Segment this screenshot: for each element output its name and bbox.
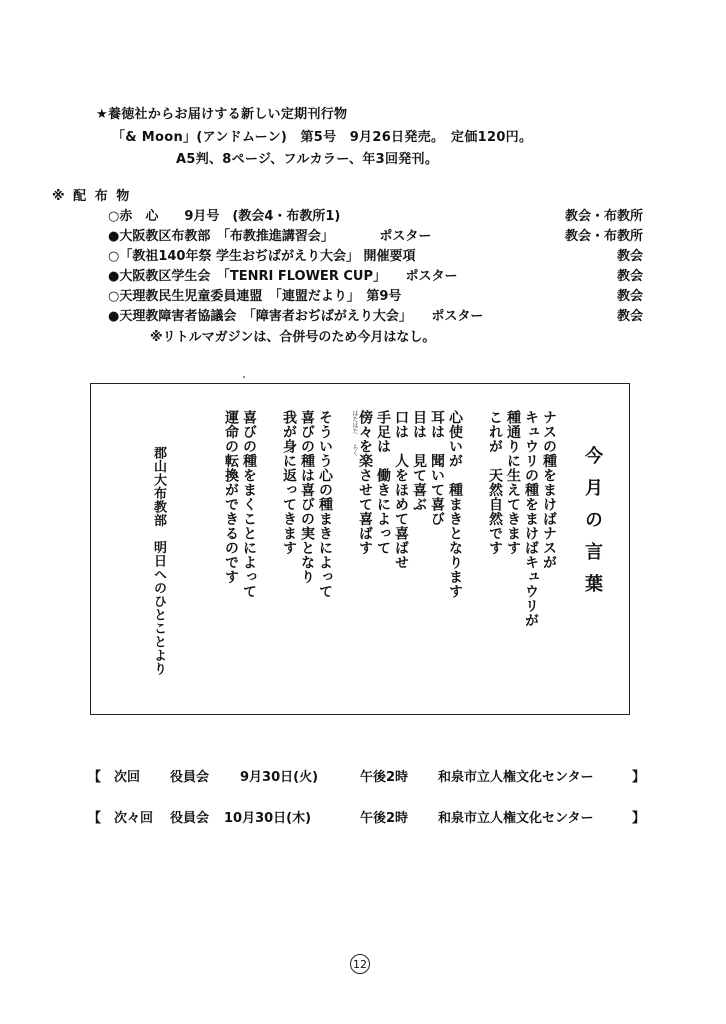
stray-mark: [243, 376, 245, 378]
page-number: 12: [350, 954, 370, 974]
words-line: 口は 人をほめて喜ばせ: [393, 410, 409, 570]
distribution-item: [108, 285, 643, 304]
ruby-raku: らく: [351, 444, 358, 456]
meeting-place: 和泉市立人権文化センター: [438, 770, 594, 785]
ruby-hata: はたはた: [351, 410, 358, 434]
distribution-note: ※リトルマガジンは、合併号のため今月はなし。: [150, 330, 436, 345]
distribution-item-text: ○「教祖140年祭 学生おぢばがえり大会」 開催要項: [108, 249, 416, 264]
publication-line-1: 「& Moon」(アンドムーン) 第5号 9月26日発売。 定価120円。: [112, 130, 533, 145]
words-line: 種通りに生えてきます: [505, 410, 521, 555]
meeting-label: 次々回: [114, 811, 154, 826]
distribution-item-text: ●天理教障害者協議会 「障害者おぢばがえり大会」 ポスター: [108, 309, 484, 324]
publication-line-2: A5判、8ページ、フルカラー、年3回発刊。: [176, 152, 439, 167]
distribution-item-dest: 教会・布教所: [564, 209, 643, 224]
distribution-item: [108, 265, 643, 284]
publication-heading: ★養徳社からお届けする新しい定期刊行物: [96, 107, 348, 122]
meeting-date: 10月30日(木): [224, 811, 312, 826]
bracket-close: 】: [632, 811, 646, 826]
distribution-item-text: ○天理教民生児童委員連盟 「連盟だより」 第9号: [108, 289, 402, 304]
words-line: キュウリの種をまけばキュウリが: [523, 410, 539, 628]
meeting-label: 次回: [114, 770, 141, 785]
meeting-name: 役員会: [170, 811, 210, 826]
words-line: 我が身に返ってきます: [281, 410, 297, 555]
meeting-place: 和泉市立人権文化センター: [438, 811, 594, 826]
words-line: これが 天然自然です: [487, 410, 503, 555]
bracket-open: 【: [88, 811, 102, 826]
distribution-item-text: ○赤 心 9月号 (教会4・布教所1): [108, 209, 341, 224]
distribution-item-dest: 教会・布教所: [564, 229, 643, 244]
words-line: 心使いが 種まきとなります: [447, 410, 463, 599]
words-title: 今月の言葉: [582, 446, 603, 606]
distribution-item-dest: 教会: [616, 309, 643, 324]
bracket-open: 【: [88, 770, 102, 785]
words-of-month-box: [90, 383, 630, 715]
distribution-item-text: ●大阪教区布教部 「布教推進講習会」 ポスター: [108, 229, 432, 244]
words-line: そういう心の種まきによって: [317, 410, 333, 599]
meeting-time: 午後2時: [360, 770, 409, 785]
distribution-item: [108, 225, 643, 244]
distribution-item-dest: 教会: [616, 269, 643, 284]
words-line: 運命の転換ができるのです: [223, 410, 239, 584]
meeting-time: 午後2時: [360, 811, 409, 826]
distribution-item-dest: 教会: [616, 289, 643, 304]
distribution-heading: ※ 配 布 物: [52, 189, 132, 204]
words-line: 喜びの種は喜びの実となり: [299, 410, 315, 584]
distribution-item-dest: 教会: [616, 249, 643, 264]
meeting-name: 役員会: [170, 770, 210, 785]
distribution-item: [108, 305, 643, 324]
words-line: 喜びの種をまくことによって: [241, 410, 257, 599]
distribution-item: [108, 245, 643, 264]
words-source: 郡山大布教部 明日へのひとことより: [151, 446, 166, 676]
words-line: 目は 見て喜ぶ: [411, 410, 427, 512]
distribution-item-text: ●大阪教区学生会 「TENRI FLOWER CUP」 ポスター: [108, 269, 458, 284]
words-line: 耳は 聞いて喜び: [429, 410, 445, 526]
words-line: 傍々を楽させて喜ばす: [357, 410, 373, 555]
words-line: ナスの種をまけばナスが: [541, 410, 557, 570]
words-line: 手足は 働きによって: [375, 410, 391, 555]
distribution-item: [108, 205, 643, 224]
meeting-after-next: [88, 807, 648, 826]
bracket-close: 】: [632, 770, 646, 785]
meeting-next: [88, 766, 648, 785]
meeting-date: 9月30日(火): [240, 770, 319, 785]
